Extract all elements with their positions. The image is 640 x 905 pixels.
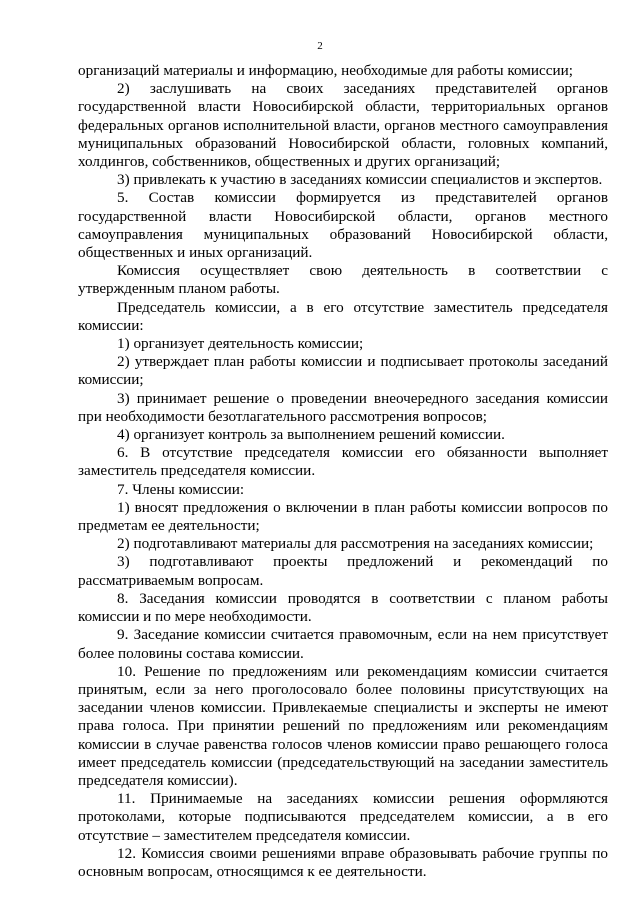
- paragraph: 3) привлекать к участию в заседаниях комиссии специалистов и экспертов.: [117, 171, 603, 189]
- paragraph: 9. Заседание комиссии считается правомочным, если на нем присутствует более половины состава комиссии.: [78, 626, 608, 662]
- paragraph: 2) утверждает план работы комиссии и подписывает протоколы заседаний комиссии;: [78, 353, 608, 389]
- paragraph: 2) заслушивать на своих заседаниях представителей органов государственной власти Новосибирской области, территориальных органов федеральных органов исполнительной власти, органов местного самоуправления муниципальных образований Новосибирской области, головных компаний, холдингов, собственников, общественных и других организаций;: [78, 80, 608, 171]
- paragraph: Комиссия осуществляет свою деятельность в соответствии с утвержденным планом работы.: [78, 262, 608, 298]
- paragraph: 7. Члены комиссии:: [117, 480, 245, 498]
- paragraph: 12. Комиссия своими решениями вправе образовывать рабочие группы по основным вопросам, относящимся к ее деятельности.: [78, 844, 608, 880]
- document-body: [78, 62, 608, 881]
- paragraph: Председатель комиссии, а в его отсутствие заместитель председателя комиссии:: [78, 298, 608, 334]
- paragraph: 2) подготавливают материалы для рассмотрения на заседаниях комиссии;: [117, 535, 594, 553]
- paragraph: 3) принимает решение о проведении внеочередного заседания комиссии при необходимости безотлагательного рассмотрения вопросов;: [78, 389, 608, 425]
- paragraph: 3) подготавливают проекты предложений и рекомендаций по рассматриваемым вопросам.: [78, 553, 608, 589]
- paragraph: 11. Принимаемые на заседаниях комиссии решения оформляются протоколами, которые подписываются председателем комиссии, а в его отсутствие – заместителем председателя комиссии.: [78, 790, 608, 844]
- paragraph: 4) организует контроль за выполнением решений комиссии.: [117, 426, 505, 444]
- paragraph: организаций материалы и информацию, необходимые для работы комиссии;: [78, 62, 573, 79]
- paragraph: 1) организует деятельность комиссии;: [117, 335, 364, 353]
- paragraph: 6. В отсутствие председателя комиссии его обязанности выполняет заместитель председателя комиссии.: [78, 444, 608, 480]
- paragraph: 5. Состав комиссии формируется из представителей органов государственной власти Новосибирской области, органов местного самоуправления муниципальных образований Новосибирской области, общественных и иных организаций.: [78, 189, 608, 262]
- paragraph: 10. Решение по предложениям или рекомендациям комиссии считается принятым, если за него проголосовало более половины присутствующих на заседании членов комиссии. Привлекаемые специалисты и эксперты не имеют права голоса. При принятии решений по предложениям или рекомендациям комиссии в случае равенства голосов членов комиссии право решающего голоса имеет председатель комиссии (председательствующий на заседании заместитель председателя комиссии).: [78, 662, 608, 789]
- paragraph: 1) вносят предложения о включении в план работы комиссии вопросов по предметам ее деятельности;: [78, 498, 608, 535]
- page-number: 2: [317, 40, 323, 52]
- paragraph: 8. Заседания комиссии проводятся в соответствии с планом работы комиссии и по мере необходимости.: [78, 589, 608, 626]
